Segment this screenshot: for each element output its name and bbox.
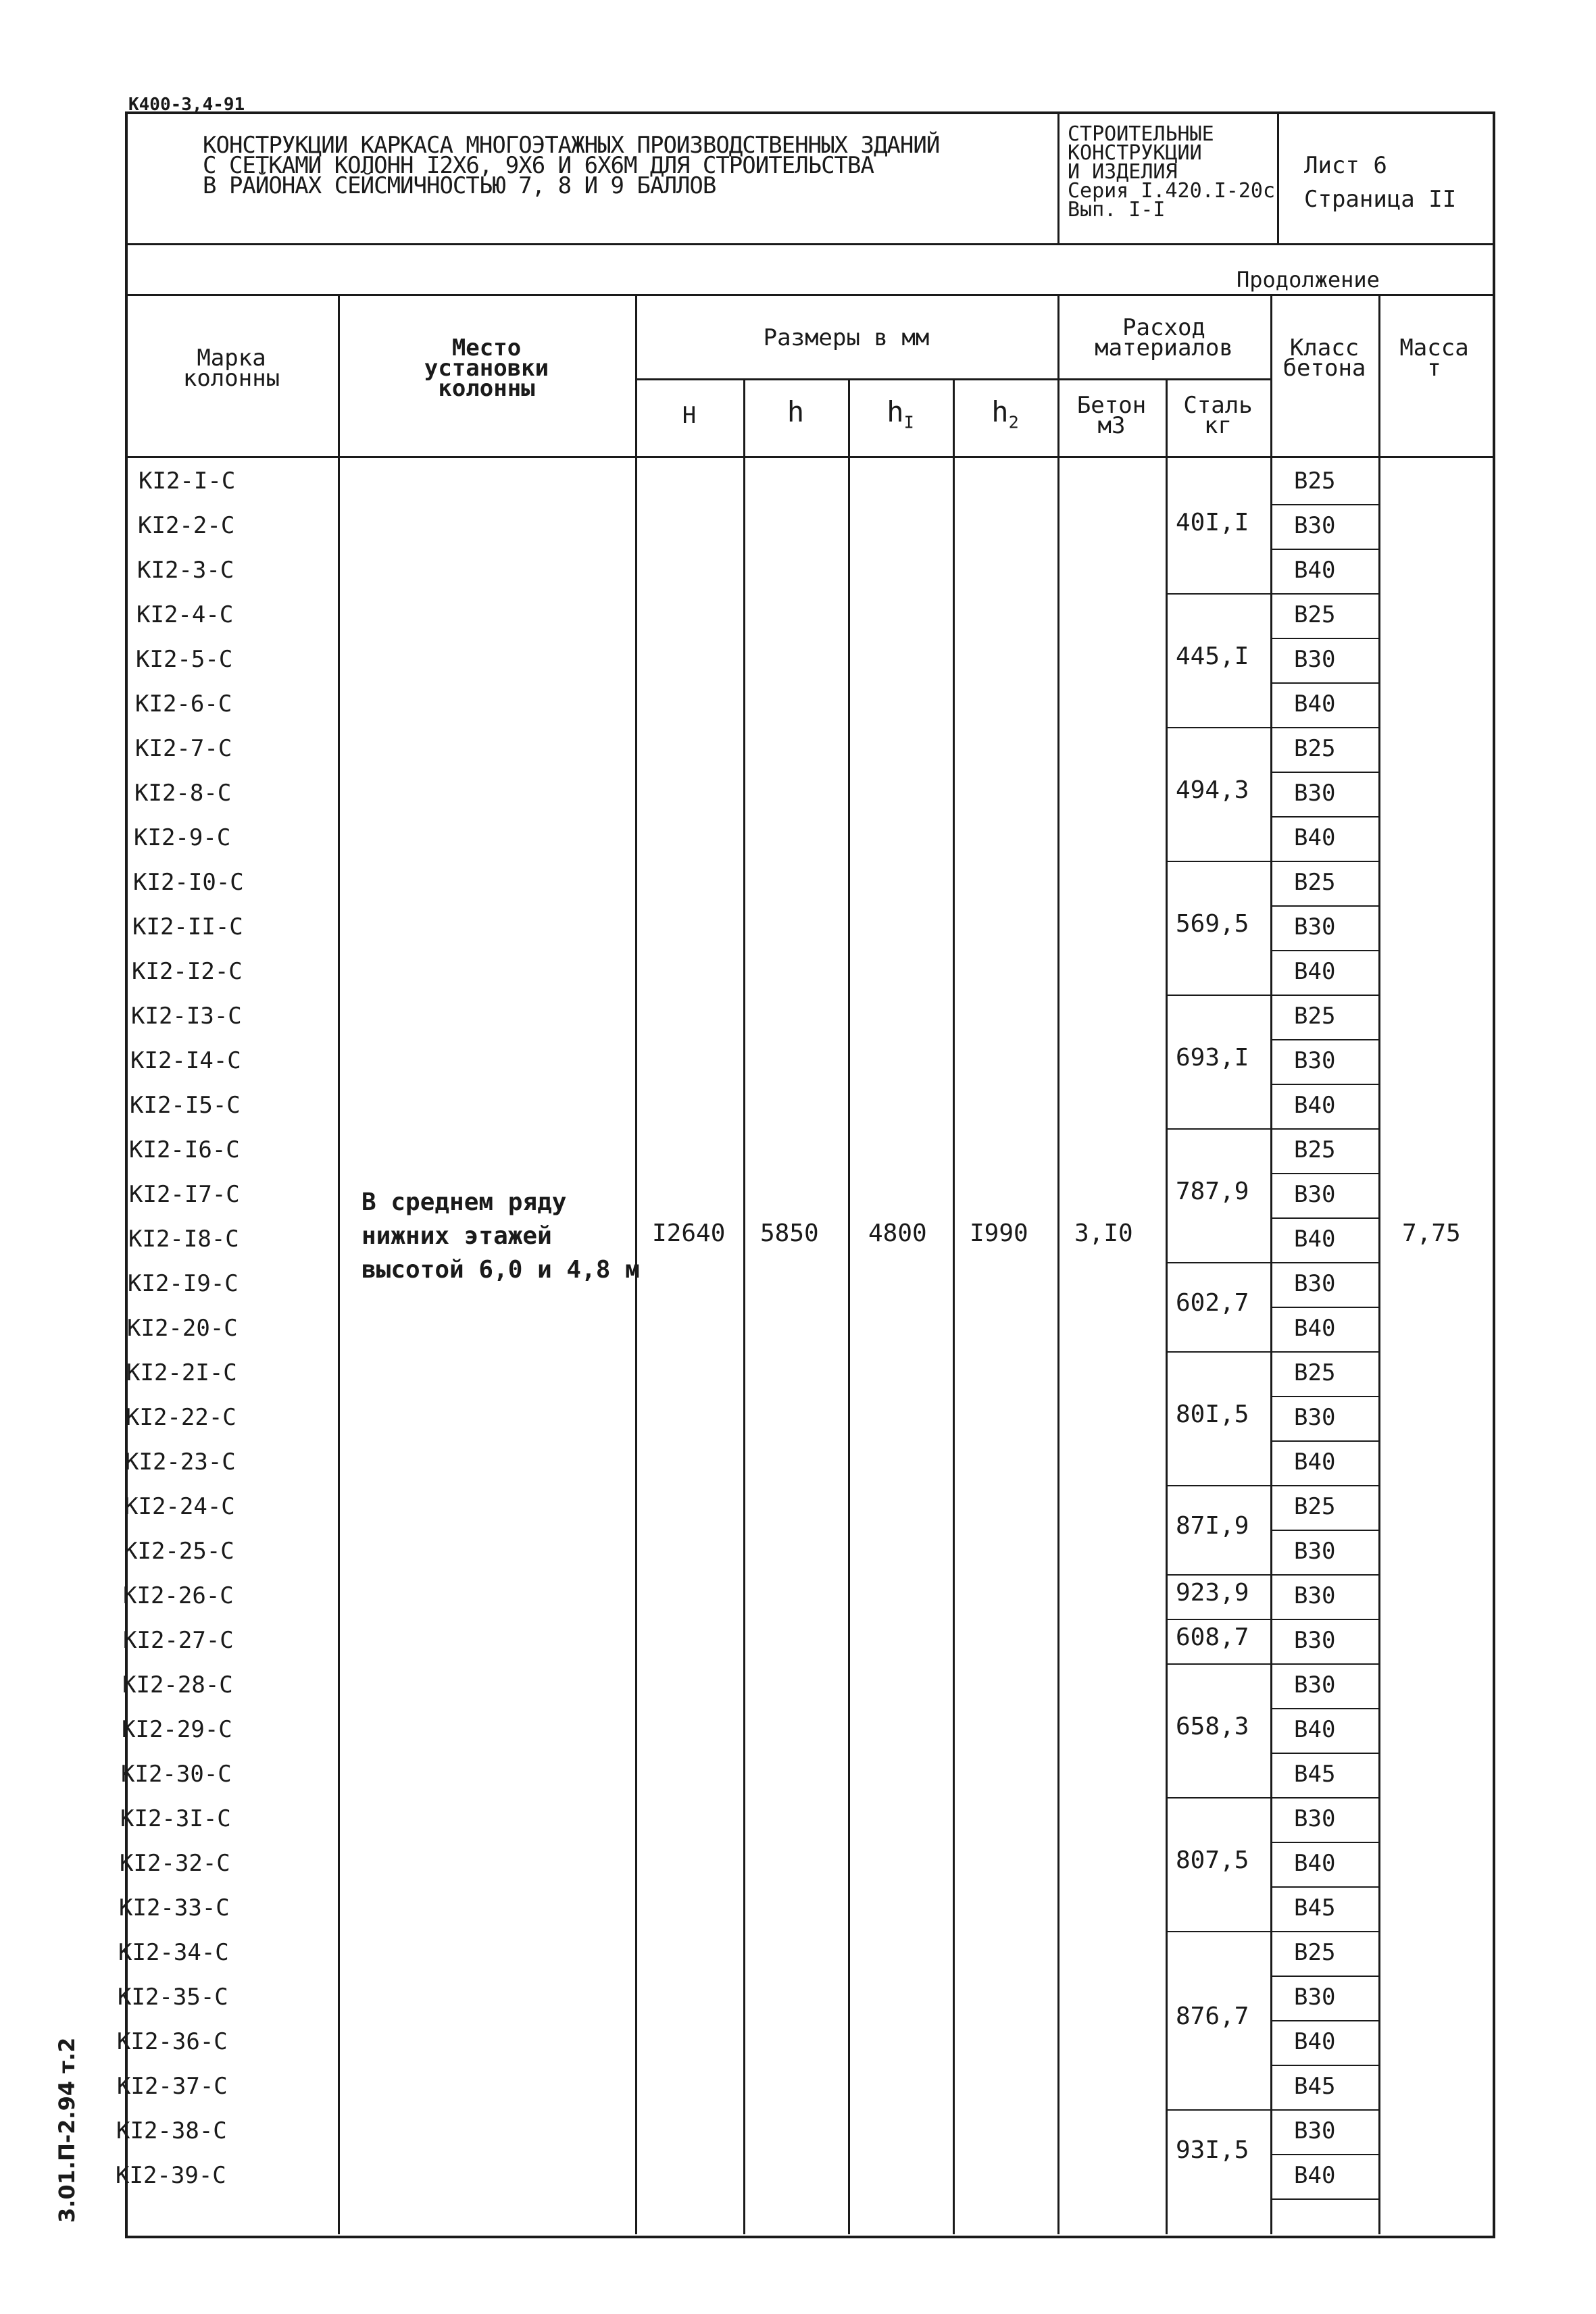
steel-consumption: 40I,I xyxy=(1176,509,1249,536)
column-mark: КI2-I-С xyxy=(139,468,236,495)
header-place: Место установки колонны xyxy=(424,334,549,402)
class-row-line xyxy=(1270,1351,1380,1353)
column-mark: КI2-26-С xyxy=(123,1582,234,1609)
table-top-line xyxy=(125,294,1493,296)
column-mark: КI2-33-С xyxy=(119,1894,230,1921)
col-line-place xyxy=(338,295,340,2234)
header-sizes: Размеры в мм xyxy=(763,324,930,351)
class-row-line xyxy=(1270,1039,1380,1040)
document-code: К400-3,4-91 xyxy=(128,95,245,115)
continuation-label: Продолжение xyxy=(1237,267,1380,293)
column-mark: КI2-I8-С xyxy=(128,1226,239,1253)
column-mark: КI2-3I-С xyxy=(120,1805,231,1832)
header-steel: Сталь кг xyxy=(1183,392,1253,439)
class-row-line xyxy=(1270,1084,1380,1085)
concrete-class: B45 xyxy=(1294,1894,1336,1921)
header-h: h xyxy=(787,395,805,428)
concrete-class: B30 xyxy=(1294,913,1336,940)
title-block-bottom-line xyxy=(125,243,1493,245)
concrete-class: B30 xyxy=(1294,1627,1336,1654)
class-row-line xyxy=(1270,1217,1380,1219)
column-mark: КI2-I4-С xyxy=(130,1047,241,1074)
class-row-line xyxy=(1270,1842,1380,1843)
value-h2: I990 xyxy=(970,1219,1028,1247)
column-mark: КI2-II-С xyxy=(132,913,243,940)
header-concrete-class: Класс бетона xyxy=(1282,334,1366,382)
class-row-line xyxy=(1270,682,1380,684)
title-block-divider-2 xyxy=(1277,111,1279,245)
class-row-line xyxy=(1270,2154,1380,2155)
column-mark: КI2-20-С xyxy=(127,1315,238,1342)
steel-consumption: 93I,5 xyxy=(1176,2136,1249,2164)
col-line-h2 xyxy=(953,378,955,2234)
steel-consumption: 87I,9 xyxy=(1176,1512,1249,1540)
class-row-line xyxy=(1270,950,1380,951)
column-mark: КI2-29-С xyxy=(122,1716,232,1743)
class-row-line xyxy=(1270,1173,1380,1174)
concrete-class: B30 xyxy=(1294,1805,1336,1832)
column-mark: КI2-23-С xyxy=(125,1449,236,1476)
column-mark: КI2-30-С xyxy=(121,1761,232,1788)
class-row-line xyxy=(1270,772,1380,773)
series-line-1: СТРОИТЕЛЬНЫЕ xyxy=(1068,122,1214,146)
col-line-steel xyxy=(1166,378,1168,2234)
steel-consumption: 807,5 xyxy=(1176,1846,1249,1874)
concrete-class: B40 xyxy=(1294,1226,1336,1253)
class-row-line xyxy=(1270,1485,1380,1486)
column-mark: КI2-I9-С xyxy=(128,1270,239,1297)
concrete-class: B30 xyxy=(1294,512,1336,539)
class-row-line xyxy=(1270,504,1380,505)
concrete-class: B40 xyxy=(1294,958,1336,985)
series-block xyxy=(1068,122,1276,222)
header-bottom-line xyxy=(125,456,1493,458)
concrete-class: B25 xyxy=(1294,601,1336,628)
steel-group-line xyxy=(1166,1351,1272,1353)
series-line-5: Вып. I-I xyxy=(1068,198,1166,222)
steel-group-line xyxy=(1166,2109,1272,2111)
header-h2: $h_2$ xyxy=(991,395,1019,432)
steel-group-line xyxy=(1166,1262,1272,1263)
steel-group-line xyxy=(1166,593,1272,595)
steel-consumption: 876,7 xyxy=(1176,2003,1249,2030)
steel-consumption: 693,I xyxy=(1176,1044,1249,1072)
concrete-class: B25 xyxy=(1294,735,1336,762)
column-mark: КI2-24-С xyxy=(124,1493,235,1520)
column-mark: КI2-36-С xyxy=(117,2028,228,2055)
steel-group-line xyxy=(1166,1128,1272,1130)
col-line-h1 xyxy=(848,378,850,2234)
title-line-1: КОНСТРУКЦИИ КАРКАСА МНОГОЭТАЖНЫХ ПРОИЗВОДСТВЕННЫХ ЗДАНИЙ xyxy=(203,132,940,159)
concrete-class: B40 xyxy=(1294,1315,1336,1342)
series-line-4: Серия I.420.I-20с xyxy=(1068,179,1276,203)
column-mark: КI2-I6-С xyxy=(129,1136,240,1163)
class-row-line xyxy=(1270,861,1380,862)
install-place: В среднем ряду нижних этажей высотой 6,0 и 4,8 м xyxy=(361,1188,640,1284)
value-H: I2640 xyxy=(652,1219,726,1247)
concrete-class: B30 xyxy=(1294,1538,1336,1565)
column-mark: КI2-28-С xyxy=(122,1671,233,1699)
column-mark: КI2-39-С xyxy=(116,2162,226,2189)
concrete-class: B30 xyxy=(1294,1671,1336,1699)
concrete-class: B40 xyxy=(1294,1449,1336,1476)
column-mark: КI2-22-С xyxy=(126,1404,236,1431)
class-row-line xyxy=(1270,1574,1380,1576)
class-row-line xyxy=(1270,1128,1380,1130)
class-row-line xyxy=(1270,816,1380,818)
concrete-class: B25 xyxy=(1294,1136,1336,1163)
steel-consumption: 80I,5 xyxy=(1176,1401,1249,1428)
column-mark: КI2-I3-С xyxy=(131,1003,242,1030)
class-row-line xyxy=(1270,995,1380,996)
steel-consumption: 569,5 xyxy=(1176,910,1249,938)
concrete-class: B30 xyxy=(1294,646,1336,673)
column-mark: КI2-7-С xyxy=(135,735,232,762)
header-mass: Масса т xyxy=(1399,334,1469,382)
class-row-line xyxy=(1270,1440,1380,1442)
class-row-line xyxy=(1270,905,1380,907)
col-line-concrete xyxy=(1057,295,1059,2234)
class-row-line xyxy=(1270,2109,1380,2111)
steel-group-line xyxy=(1166,1663,1272,1665)
header-concrete: Бетон м3 xyxy=(1076,392,1147,439)
class-row-line xyxy=(1270,593,1380,595)
concrete-class: B40 xyxy=(1294,824,1336,851)
column-mark: КI2-2-С xyxy=(138,512,235,539)
class-row-line xyxy=(1270,1753,1380,1754)
concrete-class: B30 xyxy=(1294,1582,1336,1609)
sheet-block xyxy=(1304,149,1456,216)
steel-group-line xyxy=(1166,995,1272,996)
concrete-class: B30 xyxy=(1294,1404,1336,1431)
steel-consumption: 787,9 xyxy=(1176,1178,1249,1205)
series-line-3: И ИЗДЕЛИЯ xyxy=(1068,160,1178,184)
header-consumption: Расход материалов xyxy=(1095,314,1233,361)
concrete-class: B45 xyxy=(1294,1761,1336,1788)
steel-group-line xyxy=(1166,1574,1272,1576)
concrete-class: B40 xyxy=(1294,2028,1336,2055)
concrete-class: B25 xyxy=(1294,468,1336,495)
col-line-h xyxy=(743,378,745,2234)
column-mark: КI2-9-С xyxy=(134,824,231,851)
class-row-line xyxy=(1270,1931,1380,1932)
column-mark: КI2-35-С xyxy=(118,1984,228,2011)
column-mark: КI2-38-С xyxy=(116,2117,227,2144)
steel-group-line xyxy=(1166,727,1272,728)
concrete-class: B30 xyxy=(1294,1181,1336,1208)
value-h1: 4800 xyxy=(868,1219,927,1247)
class-row-line xyxy=(1270,1663,1380,1665)
concrete-class: B40 xyxy=(1294,2162,1336,2189)
title-line-2: С СЕТКАМИ КОЛОНН I2X6, 9X6 И 6X6М ДЛЯ СТРОИТЕЛЬСТВА xyxy=(203,152,874,179)
column-mark: КI2-6-С xyxy=(135,690,232,718)
column-mark: КI2-2I-С xyxy=(126,1359,237,1386)
column-mark: КI2-3-С xyxy=(137,557,234,584)
header-h1: $h_I$ xyxy=(887,395,914,432)
concrete-class: B25 xyxy=(1294,1359,1336,1386)
concrete-class: B30 xyxy=(1294,1984,1336,2011)
concrete-class: B30 xyxy=(1294,1047,1336,1074)
column-mark: КI2-25-С xyxy=(124,1538,234,1565)
col-line-class xyxy=(1270,295,1272,2234)
column-mark: КI2-I5-С xyxy=(130,1092,241,1119)
class-row-line xyxy=(1270,1619,1380,1620)
side-stamp: 3.01.П-2.94 т.2 xyxy=(54,2037,80,2223)
steel-consumption: 445,I xyxy=(1176,643,1249,670)
class-row-line xyxy=(1270,1976,1380,1977)
concrete-class: B40 xyxy=(1294,1092,1336,1119)
concrete-class: B30 xyxy=(1294,780,1336,807)
class-row-line xyxy=(1270,1530,1380,1531)
class-row-line xyxy=(1270,1262,1380,1263)
class-row-line xyxy=(1270,638,1380,639)
steel-group-line xyxy=(1166,1797,1272,1799)
concrete-class: B40 xyxy=(1294,690,1336,718)
steel-group-line xyxy=(1166,861,1272,862)
sheet-number: Лист 6 xyxy=(1304,152,1387,179)
steel-consumption: 494,3 xyxy=(1176,776,1249,804)
steel-consumption: 658,3 xyxy=(1176,1713,1249,1740)
concrete-class: B40 xyxy=(1294,1716,1336,1743)
steel-group-line xyxy=(1166,1931,1272,1932)
class-row-line xyxy=(1270,1708,1380,1709)
header-mark: Марка колонны xyxy=(182,345,280,392)
column-mark: КI2-37-С xyxy=(117,2073,228,2100)
value-concrete-volume: 3,I0 xyxy=(1074,1219,1133,1247)
value-mass: 7,75 xyxy=(1402,1219,1461,1247)
header-subline xyxy=(635,378,1272,380)
page-frame xyxy=(125,111,1495,2238)
value-h: 5850 xyxy=(760,1219,819,1247)
title-block-divider-1 xyxy=(1057,111,1059,245)
concrete-class: B40 xyxy=(1294,557,1336,584)
concrete-class: B25 xyxy=(1294,869,1336,896)
class-row-line xyxy=(1270,2065,1380,2066)
steel-consumption: 923,9 xyxy=(1176,1579,1249,1607)
header-H: H xyxy=(682,402,697,429)
steel-group-line xyxy=(1166,1619,1272,1620)
column-mark: КI2-8-С xyxy=(134,780,232,807)
concrete-class: B25 xyxy=(1294,1003,1336,1030)
column-mark: КI2-I0-С xyxy=(133,869,244,896)
steel-group-line xyxy=(1166,1485,1272,1486)
page-number: Страница II xyxy=(1304,186,1457,213)
column-mark: КI2-I7-С xyxy=(129,1181,240,1208)
column-mark: КI2-4-С xyxy=(136,601,234,628)
document-title xyxy=(203,132,1041,199)
concrete-class: B40 xyxy=(1294,1850,1336,1877)
series-line-2: КОНСТРУКЦИИ xyxy=(1068,141,1202,165)
concrete-class: B25 xyxy=(1294,1493,1336,1520)
steel-consumption: 602,7 xyxy=(1176,1289,1249,1317)
col-line-mass xyxy=(1378,295,1380,2234)
steel-consumption: 608,7 xyxy=(1176,1624,1249,1651)
class-row-line xyxy=(1270,727,1380,728)
concrete-class: B45 xyxy=(1294,2073,1336,2100)
column-mark: КI2-32-С xyxy=(120,1850,230,1877)
column-mark: КI2-27-С xyxy=(123,1627,234,1654)
class-row-line xyxy=(1270,1886,1380,1888)
class-row-line xyxy=(1270,549,1380,550)
column-mark: КI2-I2-С xyxy=(132,958,243,985)
column-mark: КI2-34-С xyxy=(118,1939,229,1966)
class-row-line xyxy=(1270,1396,1380,1397)
concrete-class: B30 xyxy=(1294,2117,1336,2144)
class-row-line xyxy=(1270,2198,1380,2200)
concrete-class: B25 xyxy=(1294,1939,1336,1966)
concrete-class: B30 xyxy=(1294,1270,1336,1297)
class-row-line xyxy=(1270,1307,1380,1308)
class-row-line xyxy=(1270,1797,1380,1799)
class-row-line xyxy=(1270,2020,1380,2021)
column-mark: КI2-5-С xyxy=(136,646,233,673)
title-line-3: В РАЙОНАХ СЕЙСМИЧНОСТЬЮ 7, 8 И 9 БАЛЛОВ xyxy=(203,172,716,199)
